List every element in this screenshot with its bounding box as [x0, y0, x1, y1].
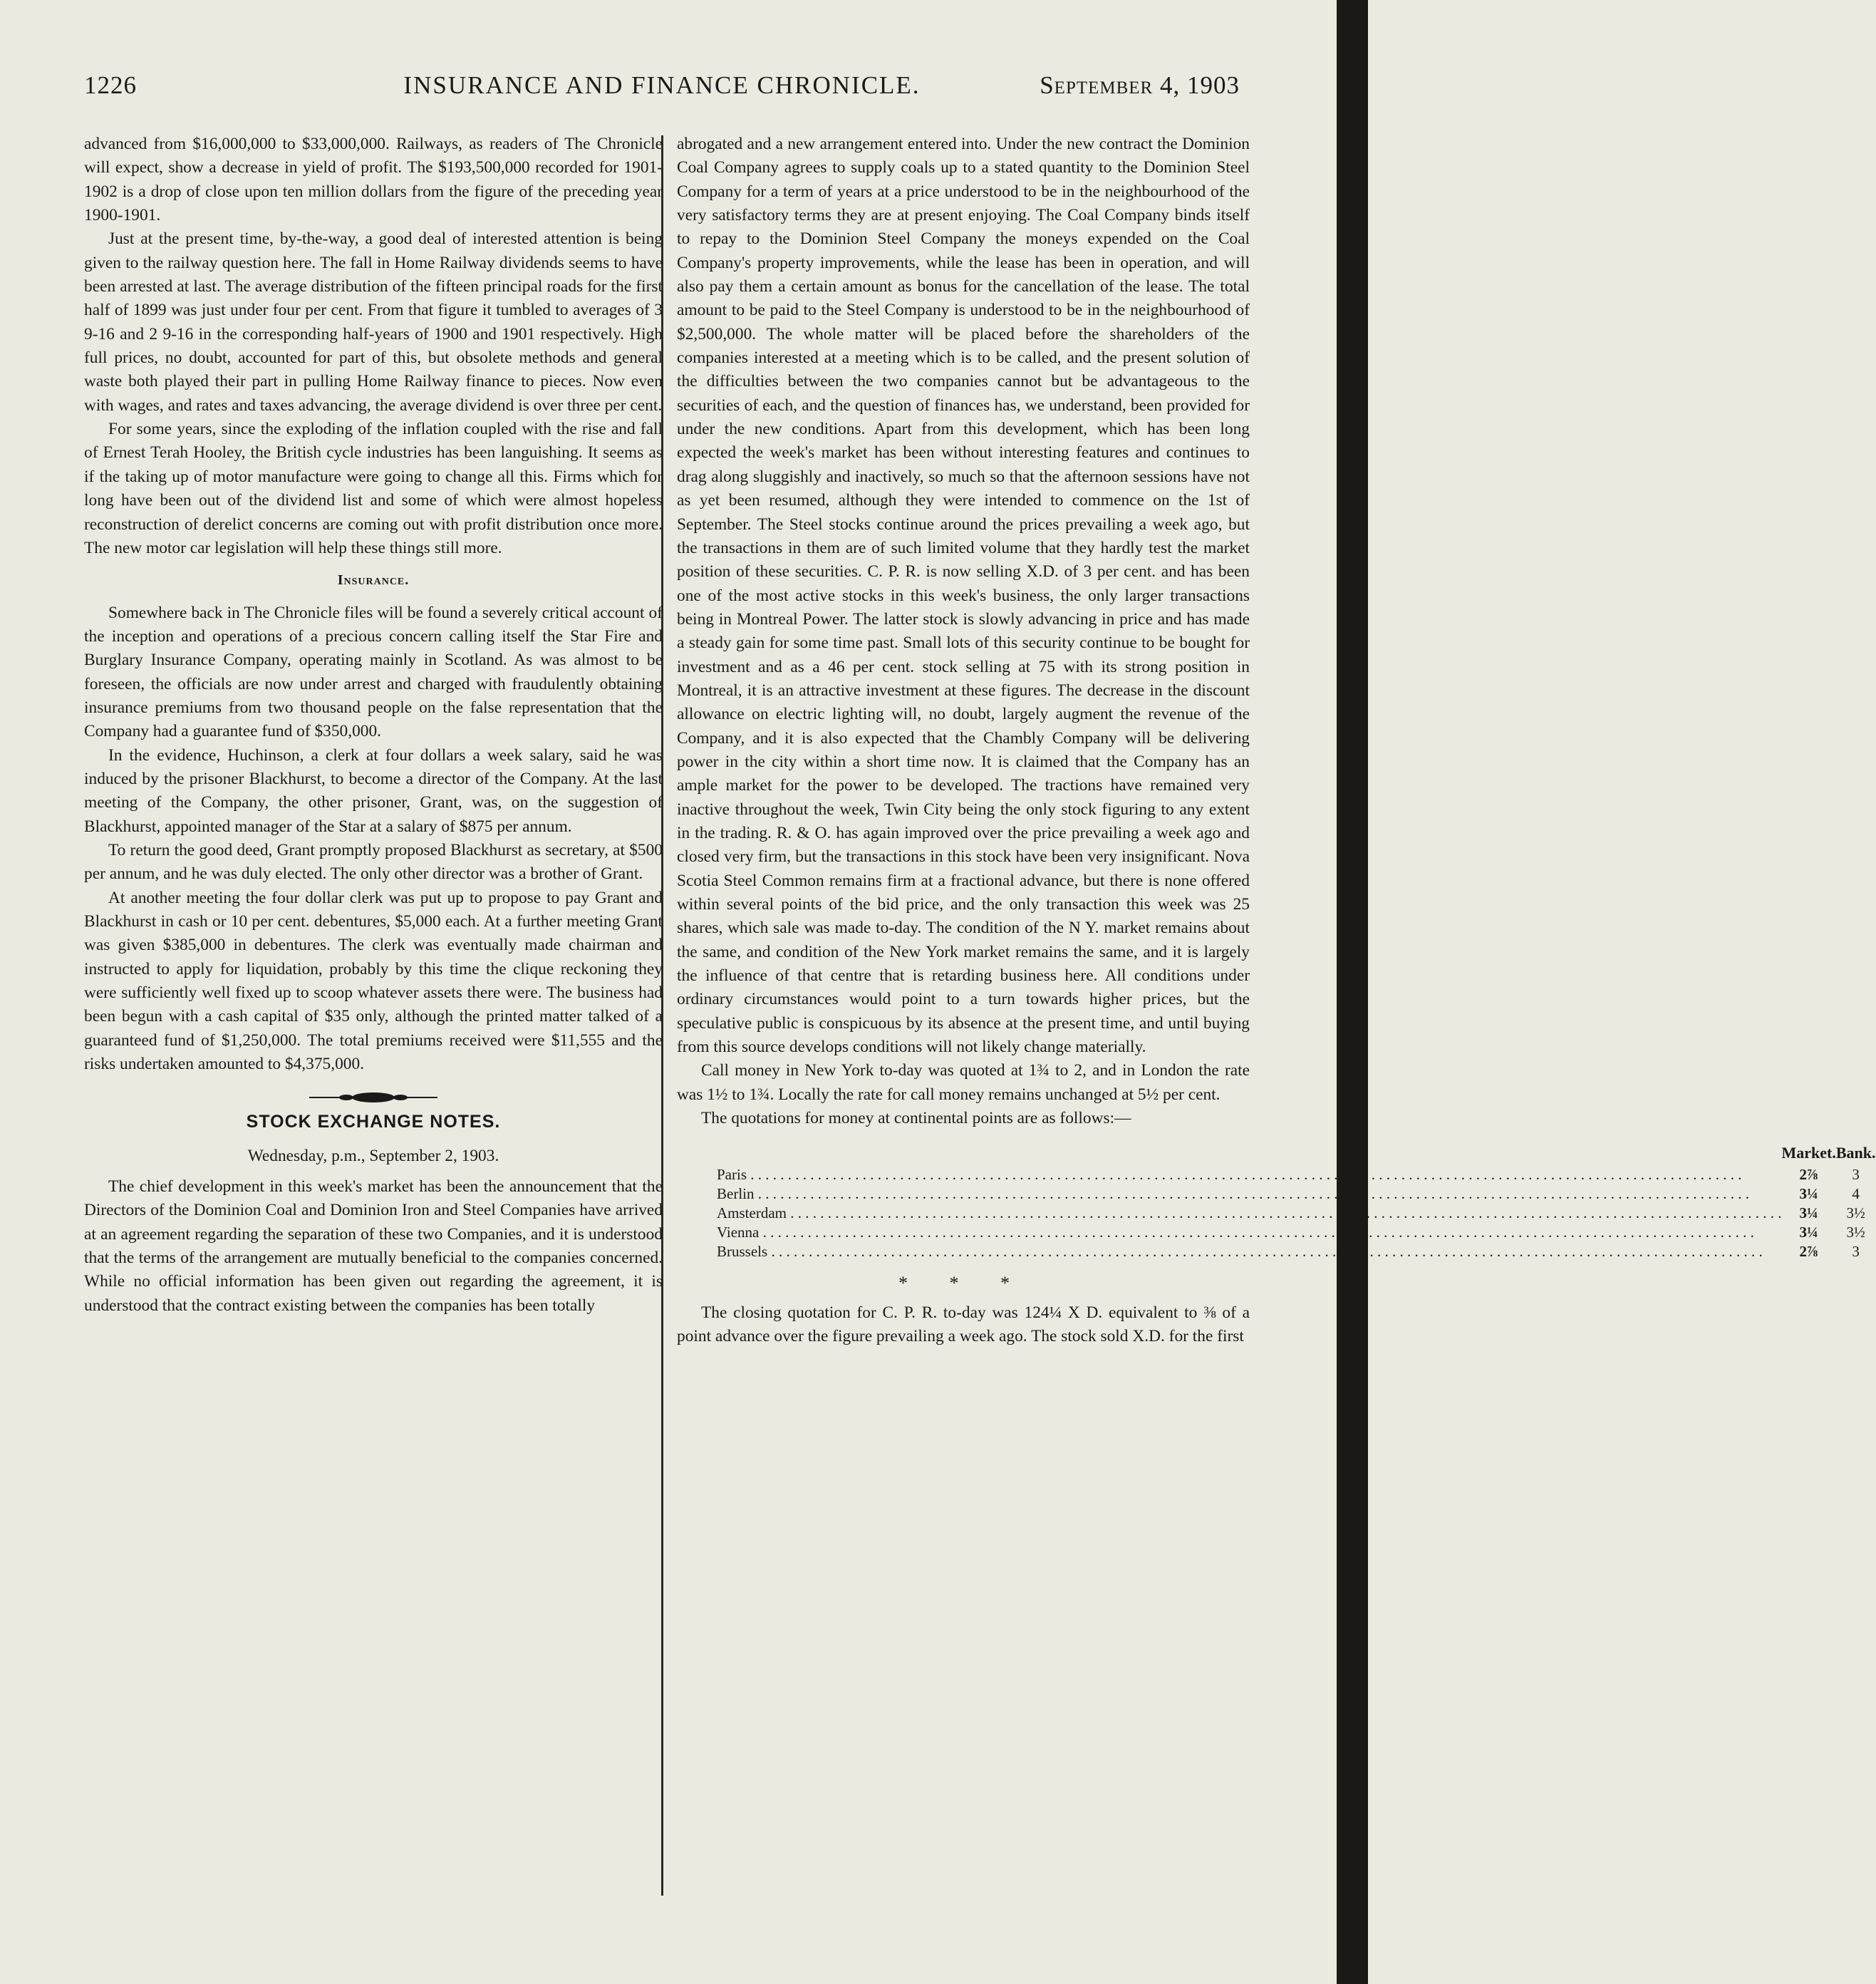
insurance-paragraph: In the evidence, Huchinson, a clerk at four dollars a week salary, said he was induced by the prisoner Blackhurst, to become a director of the Company. At the last meeting of the Company, the other prisoner, Grant, was, on the suggestion of Blackhurst, appointed manager of the Star at a salary of $875 per annum. — [84, 745, 663, 836]
table-row — [717, 1204, 1876, 1223]
left-column — [84, 133, 663, 1957]
market-rate: 3¼ — [1799, 1204, 1818, 1222]
closing-paragraph: The closing quotation for C. P. R. to-day was 124¼ X D. equivalent to ⅜ of a point advance over the figure prevailing a week ago. The stock sold X.D. for the first — [677, 1303, 1250, 1346]
stock-dateline: Wednesday, p.m., September 2, 1903. — [247, 1146, 499, 1165]
page-number: 1226 — [84, 71, 137, 99]
section-break-stars: * * * — [898, 1273, 1028, 1294]
stock-paragraph: The chief development in this week's market has been the announcement that the Directors of the Dominion Coal and Dominion Iron and Steel Companies have arrived at an agreement regarding the separation of these two Companies, and it is understood that the terms of the arrangement are mutually beneficial to the companies concerned. While no official information has been given out regarding the agreement, it is understood that the contract existing between the companies has been totally — [84, 1177, 663, 1315]
bank-column-header: Bank. — [1835, 1144, 1876, 1162]
bank-rate: 3½ — [1846, 1204, 1865, 1222]
call-money-paragraph: Call money in New York to-day was quoted at 1¾ to 2, and in London the rate was 1½ to 1¾. Locally the rate for call money remains unchanged at 5½ per cent. — [677, 1061, 1250, 1104]
market-column-header: Market. — [1781, 1144, 1836, 1162]
market-rate: 3¼ — [1799, 1185, 1818, 1203]
article-paragraph: For some years, since the exploding of the inflation coupled with the rise and fall of Ernest Terah Hooley, the British cycle industries has been languishing. It seems as if the taking up of motor manufacture were going to change all this. Firms which for long have been out of the dividend list and some of which were almost hopeless reconstruction of derelict concerns are coming out with profit distribution once more. The new motor car legislation will help these things still more. — [84, 420, 663, 557]
page-header — [84, 71, 1240, 114]
bank-rate: 3½ — [1846, 1224, 1865, 1241]
market-rate: 3¼ — [1799, 1224, 1818, 1241]
bank-rate: 3 — [1852, 1166, 1860, 1184]
continental-rates-table — [717, 1143, 1876, 1261]
stock-paragraph-continued: abrogated and a new arrangement entered into. Under the new contract the Dominion Coal Company agrees to supply coals up to a stated quantity to the Dominion Steel Company for a term of years at a price understood to be in the neighbourhood of the very satisfactory terms they are at present enjoying. The Coal Company binds itself to repay to the Dominion Steel Company the moneys expended on the Coal Company's property improvements, while the lease has been in operation, and will also pay them a certain amount as bonus for the cancellation of the lease. The total amount to be paid to the Steel Company is understood to be in the neighbourhood of $2,500,000. The whole matter will be placed before the shareholders of the companies interested at a meeting which is to be called, and the present solution of the difficulties between the two companies cannot but be advantageous to the securities of each, and the question of finances has, we understand, been provided for under the new conditions. Apart from this development, which has been long expected the week's market has been without interesting features and continues to drag along sluggishly and inactively, so much so that the afternoon sessions have not as yet been resumed, although they were intended to commence on the 1st of September. The Steel stocks continue around the prices prevailing a week ago, but the transactions in them are of such limited volume that they hardly test the market position of these securities. C. P. R. is now selling X.D. of 3 per cent. and has been one of the most active stocks in this week's business, the only larger transactions being in Montreal Power. The latter stock is slowly advancing in price and has made a steady gain for some time past. Small lots of this security continue to be bought for investment and as a 46 per cent. stock selling at 75 with its strong position in Montreal, it is an attractive investment at these figures. The decrease in the discount allowance on electric lighting will, no doubt, largely augment the revenue of the Company, and it is also expected that the Chambly Company will be delivering power in the city within a short time now. It is claimed that the Company has an ample market for the power to be developed. The tractions have remained very inactive throughout the week, Twin City being the only stock figuring to any extent in the trading. R. & O. has again improved over the price prevailing a week ago and closed very firm, but the transactions in this stock have been very insignificant. Nova Scotia Steel Common remains firm at a fractional advance, but there is none offered within several points of the bid price, and the only transaction this week was 25 shares, which sale was made to-day. The condition of the N Y. market remains about the same, and condition of the New York market remains the same, and it is largely the influence of that centre that is retarding business here. All conditions under ordinary circumstances would point to a turn towards higher prices, but the speculative public is conspicuous by its absence at the present time, and until buying from this source develops conditions will not likely change materially. — [677, 135, 1250, 1057]
bank-rate: 4 — [1852, 1185, 1860, 1203]
stock-exchange-heading: STOCK EXCHANGE NOTES. — [246, 1112, 501, 1132]
article-paragraph: Just at the present time, by-the-way, a good deal of interested attention is being given to the railway question here. The fall in Home Railway dividends seems to have been arrested at last. The average distribution of the fifteen principal roads for the first half of 1899 was just under four per cent. From that figure it tumbled to averages of 3 9-16 and 2 9-16 in the corresponding half-years of 1900 and 1901 respectively. High full prices, no doubt, accounted for part of this, but obsolete methods and general waste both played their part in pulling Home Railway finance to pieces. Now even with wages, and rates and taxes advancing, the average dividend is over three per cent. — [84, 229, 663, 415]
insurance-heading: Insurance. — [337, 572, 410, 589]
ornament-divider-icon — [302, 1090, 445, 1105]
publication-title: INSURANCE AND FINANCE CHRONICLE. — [403, 71, 921, 99]
market-rate: 2⅞ — [1799, 1243, 1818, 1261]
table-row — [717, 1242, 1876, 1261]
city-name: Berlin . . . — [717, 1184, 1781, 1204]
quotations-intro: The quotations for money at continental points are as follows:— — [701, 1109, 1131, 1128]
table-row — [717, 1165, 1876, 1184]
page-edge-shadow — [1337, 0, 1368, 1984]
city-name: Brussels . . . — [717, 1242, 1781, 1261]
insurance-paragraph: At another meeting the four dollar clerk was put up to propose to pay Grant and Blackhurst in cash or 10 per cent. debentures, $5,000 each. At a further meeting Grant was given $385,000 in debentures. The clerk was eventually made chairman and instructed to apply for liquidation, probably by this time the clique reckoning they were sufficiently well fixed up to scoop whatever assets there were. The business had been begun with a cash capital of $35 only, although the printed matter talked of a guaranteed fund of $1,250,000. The total premiums received were $11,555 and the risks undertaken amounted to $4,375,000. — [84, 888, 663, 1074]
insurance-paragraph: To return the good deed, Grant promptly proposed Blackhurst as secretary, at $500 per annum, and he was duly elected. The only other director was a brother of Grant. — [84, 840, 663, 884]
issue-date: September 4, 1903 — [1040, 71, 1240, 99]
table-row — [717, 1223, 1876, 1242]
city-name: Paris . . . — [717, 1165, 1781, 1184]
bank-rate: 3 — [1852, 1243, 1860, 1261]
table-row — [717, 1184, 1876, 1204]
city-name: Amsterdam . . . — [717, 1204, 1781, 1223]
right-column — [677, 133, 1876, 1957]
city-name: Vienna . . . — [717, 1223, 1781, 1242]
insurance-paragraph: Somewhere back in The Chronicle files will be found a severely critical account of the inception and operations of a precious concern calling itself the Star Fire and Burglary Insurance Company, operating mainly in Scotland. As was almost to be foreseen, the officials are now under arrest and charged with fraudulently obtaining insurance premiums from two thousand people on the false representation that the Company had a guarantee fund of $350,000. — [84, 603, 663, 741]
market-rate: 2⅞ — [1799, 1166, 1818, 1184]
article-paragraph: advanced from $16,000,000 to $33,000,000. Railways, as readers of The Chronicle will expect, show a decrease in yield of profit. The $193,500,000 recorded for 1901-1902 is a drop of close upon ten million dollars from the figure of the preceding year 1900-1901. — [84, 135, 663, 225]
